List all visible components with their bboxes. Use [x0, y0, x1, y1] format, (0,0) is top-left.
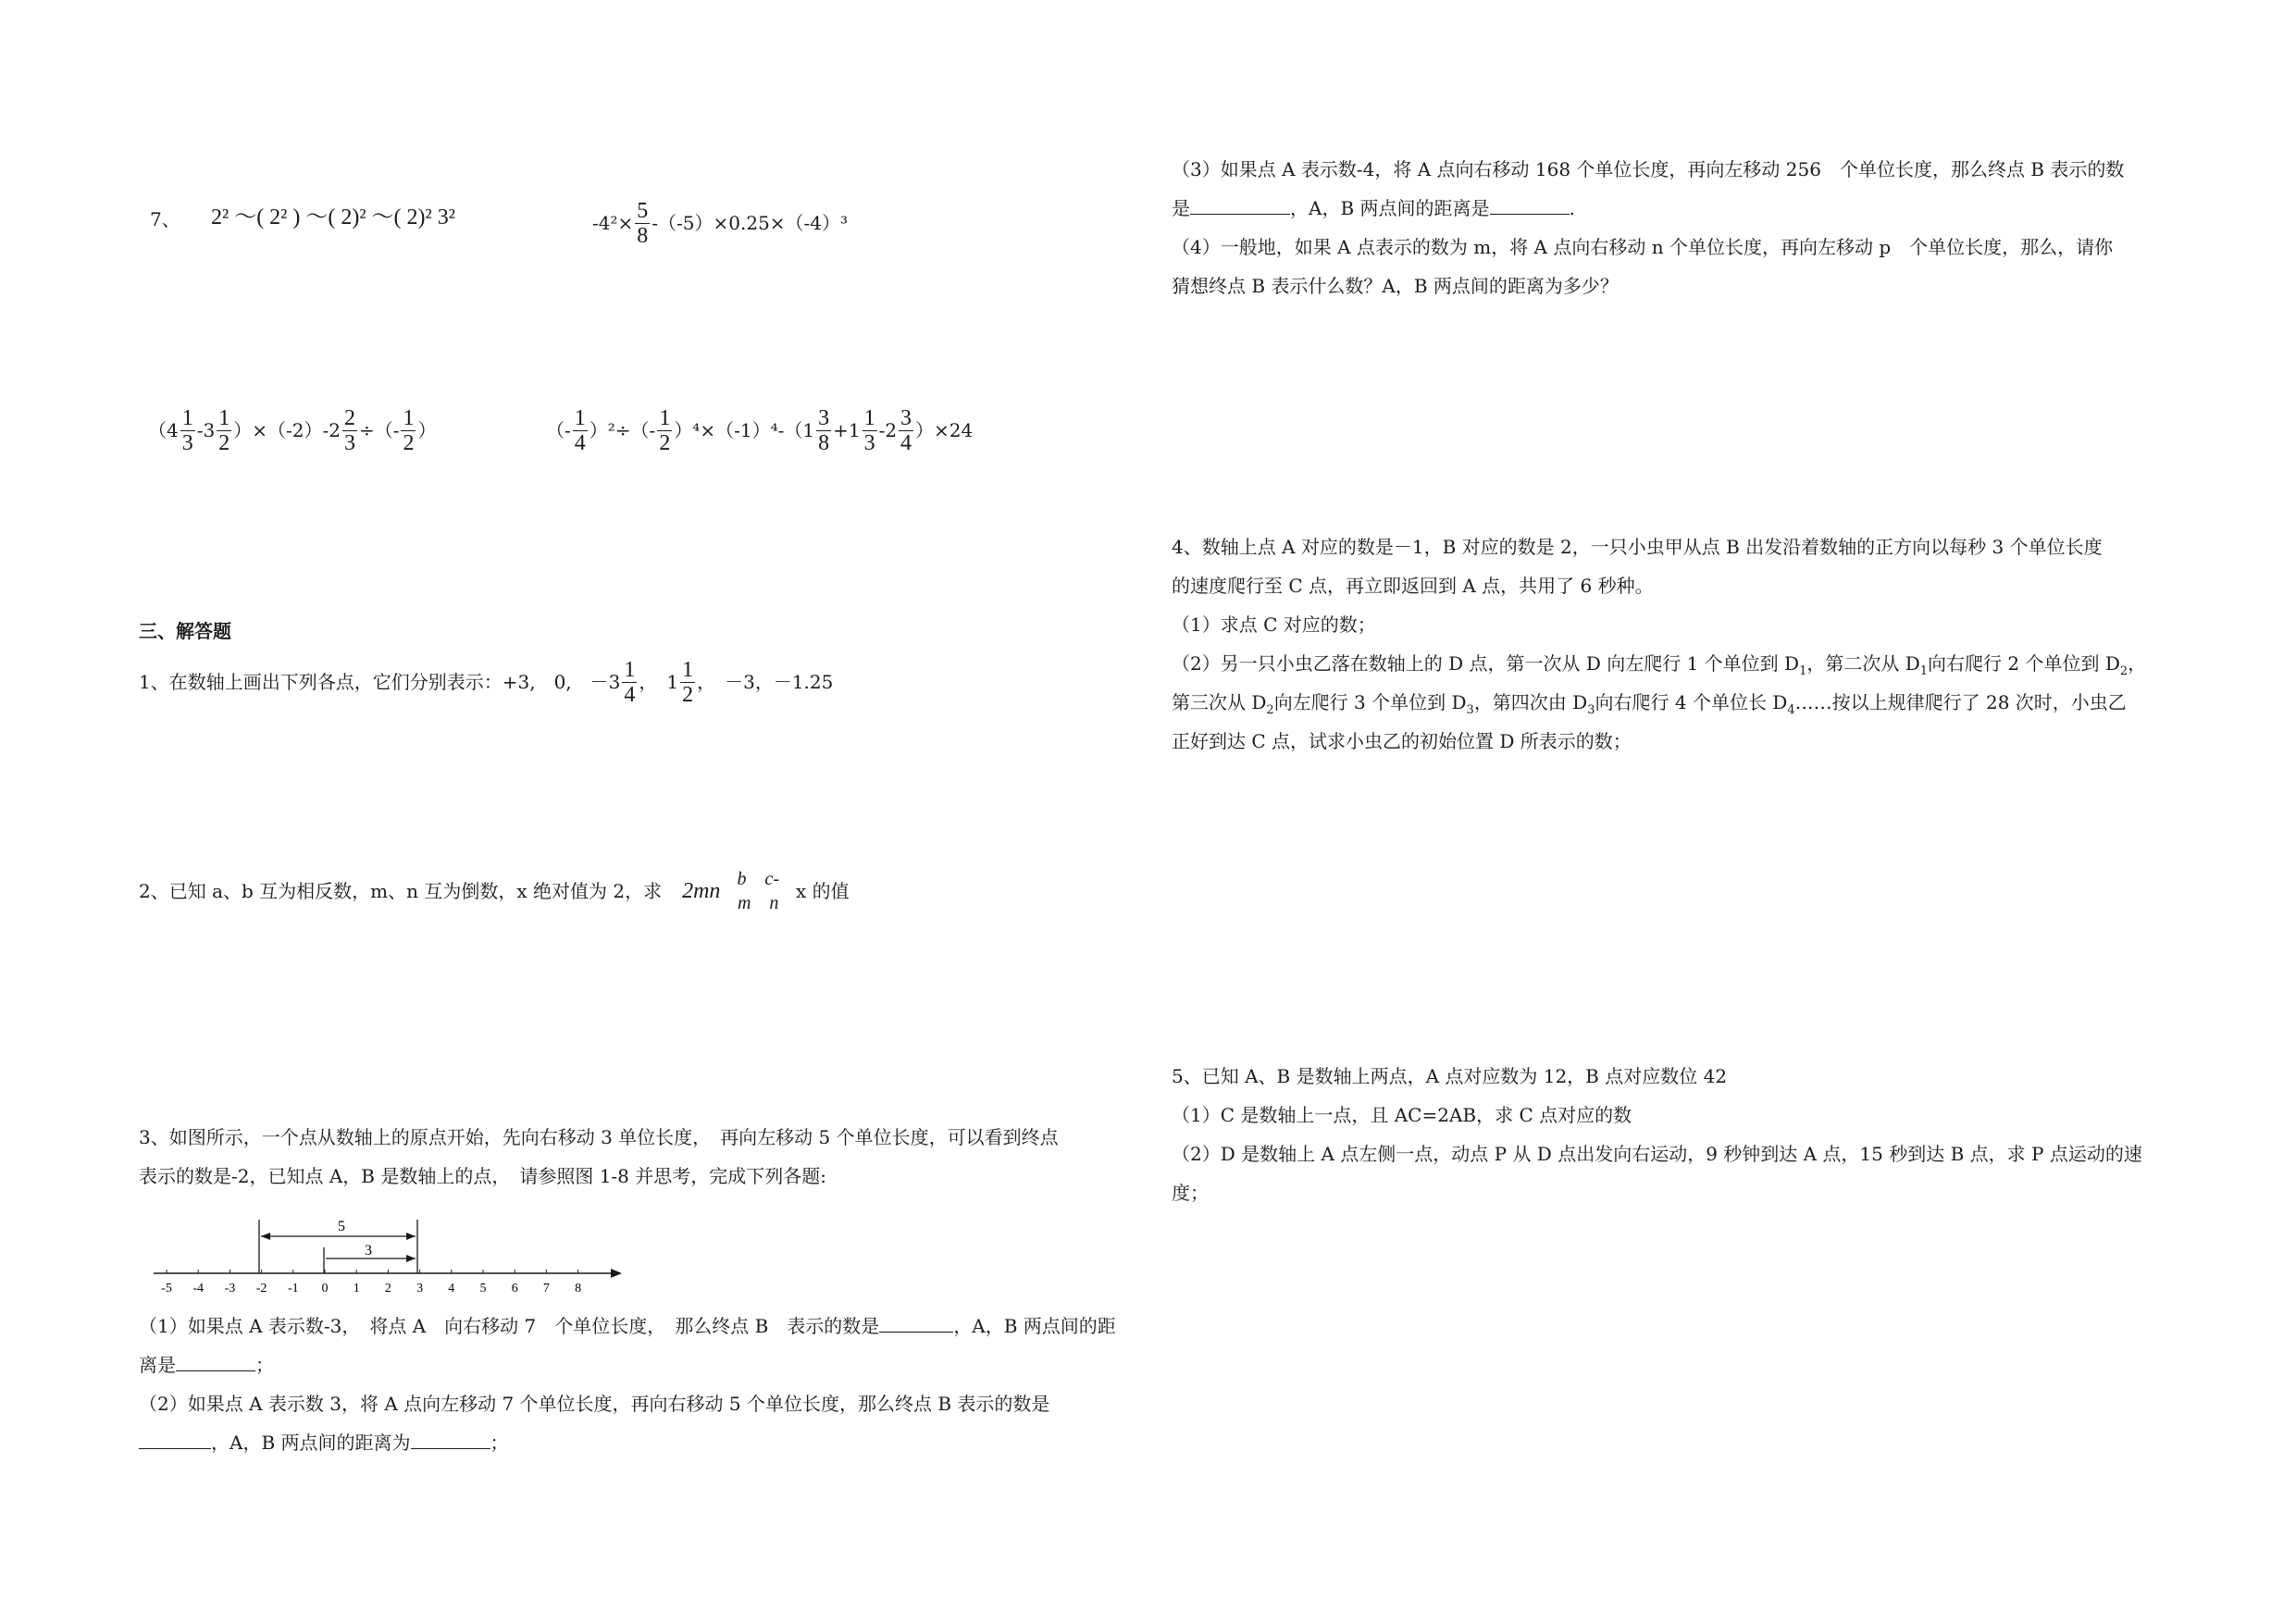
q3-mid: ，A，B 两点间的距离是: [1290, 197, 1490, 219]
problem-3-q2-line-2: [139, 1423, 509, 1462]
answer-blank[interactable]: [411, 1426, 490, 1449]
fraction: $\frac{1}{2}$: [682, 657, 694, 707]
problem-1-tail: ， －3，－1.25: [697, 671, 834, 693]
number-line-figure: [148, 1212, 629, 1295]
expr-text: ）: [417, 419, 437, 441]
question-7-number: 7、: [150, 208, 180, 230]
number-line-tick-label: 6: [511, 1282, 518, 1295]
problem-1: [139, 650, 833, 714]
p4-text: 向右爬行 2 个单位到 D: [1928, 652, 2120, 675]
fraction: $\frac{1}{4}$: [574, 405, 586, 455]
fraction-five-eighths: $\frac{5}{8}$: [637, 198, 649, 248]
p4-text: 向左爬行 3 个单位到 D: [1273, 691, 1467, 713]
expr-text: ）×（-2）-2: [233, 419, 341, 441]
number-line-tick-label: 2: [384, 1282, 391, 1295]
problem-3-line-1: 3、如图所示，一个点从数轴上的原点开始，先向右移动 3 单位长度， 再向左移动 5 个单位长度，可以看到终点: [139, 1126, 1059, 1148]
problem-2-text: 2、已知 a、b 互为相反数，m、n 互为倒数，x 绝对值为 2，求: [139, 880, 663, 902]
fraction: $\frac{1}{3}$: [863, 405, 875, 455]
problem-3-q4-line-2: 猜想终点 B 表示什么数？A，B 两点间的距离为多少？: [1172, 275, 1619, 297]
fraction: $\frac{3}{4}$: [900, 405, 912, 455]
problem-3-line-2: 表示的数是-2，已知点 A，B 是数轴上的点， 请参照图 1-8 并思考，完成下列各题:: [139, 1165, 826, 1187]
problem-3-q1-line-2: [139, 1345, 274, 1384]
p4-text: （2）另一只小虫乙落在数轴上的 D 点，第一次从 D 向左爬行 1 个单位到 D: [1172, 652, 1800, 675]
problem-3-q2-line-1: （2）如果点 A 表示数 3，将 A 点向左移动 7 个单位长度，再向右移动 5 个单位长度，那么终点 B 表示的数是: [139, 1393, 1050, 1415]
problem-3-q4-line-1: （4）一般地，如果 A 点表示的数为 m，将 A 点向右移动 n 个单位长度，再向左移动 p 个单位长度，那么，请你: [1172, 236, 2114, 258]
fraction: $\frac{1}{2}$: [403, 405, 415, 455]
expr-text: ÷（-: [358, 419, 400, 441]
problem-3-q3-line-1: （3）如果点 A 表示数-4，将 A 点向右移动 168 个单位长度，再向左移动 256 个单位长度，那么终点 B 表示的数: [1172, 158, 2125, 180]
number-line-tick-label: 5: [479, 1282, 487, 1295]
expr-text: （-: [546, 419, 571, 441]
number-line-tick-label: 1: [353, 1282, 360, 1295]
p4-text: 向右爬行 4 个单位长 D: [1595, 691, 1788, 713]
number-line-tick-label: -5: [161, 1282, 172, 1295]
number-line-tick-label: -3: [224, 1282, 236, 1295]
p4-subscript: 3: [1466, 703, 1474, 717]
number-line-tick-label: -4: [192, 1282, 205, 1295]
section-title: 三、解答题: [139, 620, 231, 642]
problem-2-expr: 2mn: [682, 879, 721, 903]
p4-subscript: 3: [1587, 703, 1595, 717]
problem-2-fraction: b c- m n: [737, 869, 779, 913]
problem-5-line-1: 5、已知 A、B 是数轴上两点，A 点对应数为 12，B 点对应数位 42: [1172, 1065, 1728, 1087]
expr-text: -2: [878, 419, 898, 441]
p4-subscript: 2: [2119, 664, 2128, 678]
expr-b-prefix: -4²×: [592, 212, 634, 234]
problem-5-line-4: 度；: [1172, 1182, 1209, 1204]
fraction: $\frac{1}{2}$: [218, 405, 230, 455]
arrow-three-label: 3: [365, 1243, 372, 1258]
fraction: $\frac{1}{4}$: [624, 657, 636, 707]
question-7-expression-b: [592, 192, 848, 254]
expr-b-suffix: -（-5）×0.25×（-4）³: [652, 212, 849, 234]
question-7-expression-a: 2² ～( 2² ) ～( 2)² ～( 2)² 3²: [211, 205, 455, 229]
number-line-tick-label: -2: [255, 1282, 267, 1295]
expr-text: ）²÷（-: [589, 419, 656, 441]
q2-mid: ，A，B 两点间的距离为: [211, 1432, 411, 1454]
answer-blank[interactable]: [879, 1309, 953, 1333]
expression-row2-left: [148, 398, 436, 463]
answer-blank[interactable]: [176, 1348, 255, 1371]
problem-1-text: 1、在数轴上画出下列各点，它们分别表示：+3, 0, －3: [139, 671, 621, 693]
p4-text: 第三次从 D: [1172, 691, 1267, 713]
number-line-tick-label: 7: [542, 1282, 550, 1295]
number-line-tick-label: 8: [575, 1282, 582, 1295]
answer-blank[interactable]: [1190, 192, 1290, 215]
problem-2: [139, 861, 850, 922]
problem-3-q1-line-1: [139, 1307, 1116, 1345]
q2-tail: ；: [490, 1432, 509, 1454]
answer-blank[interactable]: [139, 1426, 211, 1449]
problem-4-line-6: 正好到达 C 点，试求小虫乙的初始位置 D 所表示的数；: [1172, 730, 1632, 752]
expr-text: ）×24: [915, 419, 974, 441]
q1-text: （1）如果点 A 表示数-3， 将点 A 向右移动 7 个单位长度， 那么终点 B 表示的数是: [139, 1315, 880, 1337]
number-line-tick-label: -1: [287, 1282, 299, 1295]
problem-2-tail: x 的值: [795, 880, 850, 902]
q3-head: 是: [1172, 197, 1190, 219]
arrow-five-label: 5: [338, 1219, 345, 1234]
p4-subscript: 4: [1787, 703, 1795, 717]
number-line-tick-label: 4: [448, 1282, 455, 1295]
q1-text-2: 离是: [139, 1354, 176, 1376]
expr-text: -3: [196, 419, 216, 441]
fraction: $\frac{1}{3}$: [181, 405, 193, 455]
expr-text: （4: [148, 419, 179, 441]
problem-5-line-2: （1）C 是数轴上一点，且 AC=2AB，求 C 点对应的数: [1172, 1104, 1632, 1126]
problem-4-line-2: 的速度爬行至 C 点，再立即返回到 A 点，共用了 6 秒种。: [1172, 575, 1654, 597]
q3-tail: .: [1569, 197, 1575, 219]
p4-subscript: 2: [1266, 703, 1274, 717]
problem-5-line-3: （2）D 是数轴上 A 点左侧一点，动点 P 从 D 点出发向右运动，9 秒钟到达 A 点，15 秒到达 B 点，求 P 点运动的速: [1172, 1143, 2142, 1165]
p4-text: ，: [2128, 652, 2147, 675]
p4-subscript: 1: [1919, 664, 1929, 678]
p4-text: ，第二次从 D: [1806, 652, 1920, 675]
q1-tail-2: ；: [255, 1354, 274, 1376]
number-line-arrow: [611, 1269, 622, 1278]
expression-row2-right: [546, 398, 973, 463]
answer-blank[interactable]: [1490, 192, 1570, 215]
p4-subscript: 1: [1799, 664, 1807, 678]
p4-text: ……按以上规律爬行了 28 次时，小虫乙: [1794, 691, 2127, 713]
expr-text: +1: [833, 419, 861, 441]
problem-4-line-3: （1）求点 C 对应的数；: [1172, 614, 1376, 636]
fraction: $\frac{1}{2}$: [659, 405, 671, 455]
problem-1-sep: ， 1: [639, 671, 679, 693]
fraction: $\frac{2}{3}$: [343, 405, 355, 455]
number-line-tick-label: 3: [416, 1282, 424, 1295]
expr-text: ）⁴×（-1）⁴-（1: [674, 419, 815, 441]
number-line-tick-label: 0: [321, 1282, 329, 1295]
problem-3-q3-line-2: [1172, 189, 1575, 228]
p4-text: ，第四次由 D: [1473, 691, 1588, 713]
q1-tail: ，A，B 两点间的距: [953, 1315, 1116, 1337]
problem-4-line-1: 4、数轴上点 A 对应的数是－1，B 对应的数是 2，一只小虫甲从点 B 出发沿着数轴的正方向以每秒 3 个单位长度: [1172, 536, 2103, 558]
fraction: $\frac{3}{8}$: [818, 405, 830, 455]
